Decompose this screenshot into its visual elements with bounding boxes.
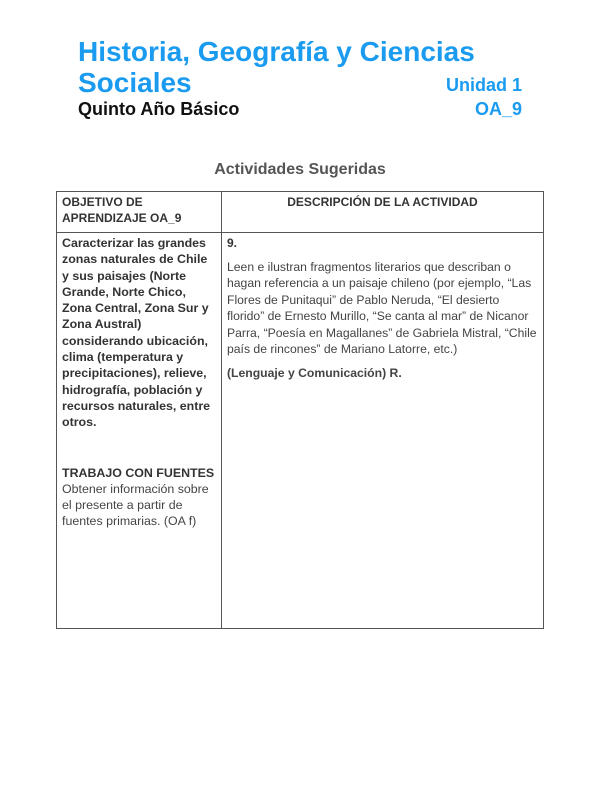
objective-column-header: OBJETIVO DE APRENDIZAJE OA_9 [57,192,222,233]
title-row-2 [78,67,522,98]
activity-number: 9. [227,236,238,250]
activity-subject-area: (Lenguaje y Comunicación) R. [227,366,402,381]
activity-cell [222,233,544,629]
table-header-row [57,192,544,233]
subtitle-row [78,98,522,120]
oa-code-label: OA_9 [474,99,522,119]
section-title: Actividades Sugeridas [214,161,386,178]
grade-label: Quinto Año Básico [78,99,240,119]
skill-text: Obtener información sobre el presente a partir de fuentes primarias. (OA f) [62,481,209,529]
skill-title: TRABAJO CON FUENTES [62,465,215,480]
document-header [78,36,522,120]
subject-title-line1: Historia, Geografía y Ciencias [78,36,475,67]
unit-label: Unidad 1 [445,75,522,95]
subject-title-line2: Sociales [78,67,192,98]
activity-description: Leen e ilustran fragmentos literarios que describan o hagan referencia a un paisaje chileno (por ejemplo, “Las Flores de Punitaqui” de Pablo Neruda, “El desierto florido” de Ernesto Murillo, “Se canta al mar” de Nicanor Parra, “Poesía en Magallanes” de Gabriela Mistral, “Chile país de rincones” de Mariano Latorre, etc.) [227,260,537,357]
description-column-header: DESCRIPCIÓN DE LA ACTIVIDAD [222,192,544,233]
spacer [62,431,216,465]
table-row [57,233,544,629]
objective-text: Caracterizar las grandes zonas naturales de Chile y sus paisajes (Norte Grande, Norte Chico, Zona Central, Zona Sur y Zona Austral) considerando ubicación, clima (temperatura y precipitaciones), relieve, hidrografía, población y recursos naturales, entre otros. [62,236,211,430]
objective-cell [57,233,222,629]
activities-table [56,191,544,629]
